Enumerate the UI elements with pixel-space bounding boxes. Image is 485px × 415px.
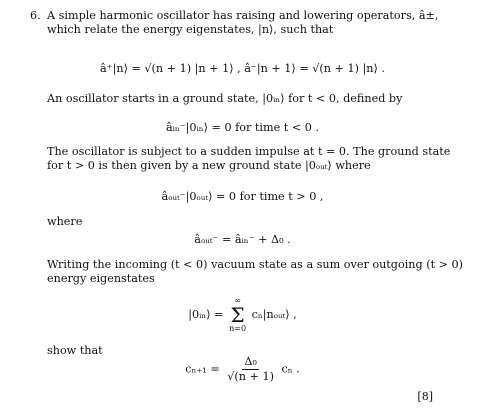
- question-intro: A simple harmonic oscillator has raising and lowering operators, â±, which relate the energy eigenstates, |n⟩, such that: [47, 9, 439, 36]
- fraction-denominator: √(n + 1): [227, 370, 274, 383]
- paragraph-show-that: show that: [47, 344, 103, 357]
- marks-label: [8]: [417, 390, 433, 403]
- summation-symbol: [229, 297, 246, 333]
- equation-out-ground-state: âₒᵤₜ⁻|0ₒᵤₜ⟩ = 0 for time t > 0 ,: [161, 190, 324, 203]
- sum-lhs: |0ᵢₙ⟩ =: [188, 308, 224, 321]
- equation-vacuum-sum: [0, 297, 485, 333]
- equation-in-ground-state: âᵢₙ⁻|0ᵢₙ⟩ = 0 for time t < 0 .: [165, 121, 320, 134]
- fraction-numerator: Δ₀: [244, 355, 257, 368]
- sum-upper-limit: ∞: [234, 296, 241, 305]
- equation-ladder-operators: â⁺|n⟩ = √(n + 1) |n + 1⟩ , â⁻|n + 1⟩ = √(n + 1) |n⟩ .: [100, 62, 385, 75]
- fraction: [225, 355, 276, 384]
- paragraph-vacuum-expansion: Writing the incoming (t < 0) vacuum state as a sum over outgoing (t > 0) energy eigenstates: [47, 258, 464, 285]
- equation-operator-shift: âₒᵤₜ⁻ = âᵢₙ⁻ + Δ₀ .: [194, 233, 291, 246]
- paragraph-sudden-impulse: The oscillator is subject to a sudden impulse at t = 0. The ground state for t > 0 is then given by a new ground state |0ₒᵤₜ⟩ where: [47, 145, 451, 172]
- question-number: 6.: [30, 9, 41, 22]
- recursion-rhs: cₙ .: [281, 362, 300, 376]
- sigma-icon: Σ: [230, 303, 245, 327]
- sum-rhs: cₙ|nₒᵤₜ⟩ ,: [251, 308, 297, 321]
- paragraph-where: where: [47, 215, 83, 228]
- paragraph-ground-state: An oscillator starts in a ground state, |0ᵢₙ⟩ for t < 0, defined by: [47, 92, 403, 105]
- equation-coefficient-recursion: [0, 355, 485, 384]
- recursion-lhs: cₙ₊₁ =: [185, 362, 220, 376]
- sum-lower-limit: n=0: [229, 324, 247, 333]
